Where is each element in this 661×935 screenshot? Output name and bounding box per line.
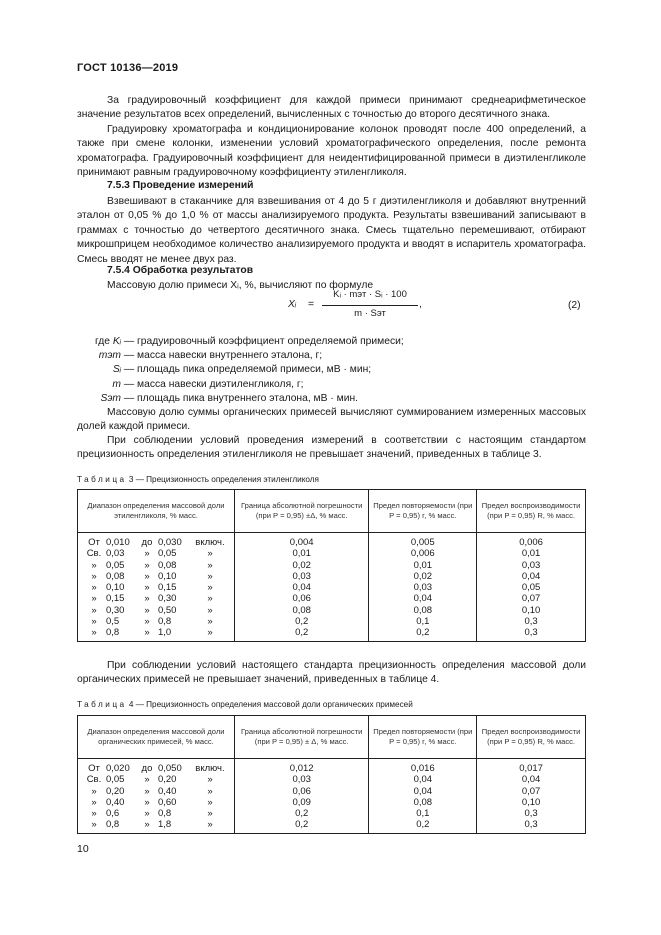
error-cell: 0,03 xyxy=(234,774,369,785)
section-title-7-5-4: 7.5.4 Обработка результатов xyxy=(107,265,254,276)
repeatability-cell: 0,2 xyxy=(369,627,477,641)
range-part-d: 0,60 xyxy=(157,796,177,808)
range-part-e: » xyxy=(207,548,213,560)
reproducibility-cell: 0,04 xyxy=(477,571,586,582)
table-3-header-reproducibility: Предел воспроизводимости (при P = 0,95) R, % масс. xyxy=(477,490,586,533)
definition-symbol: Sэт xyxy=(100,392,121,404)
table-row xyxy=(78,627,586,641)
repeatability-cell: 0,1 xyxy=(369,808,477,819)
definition-row xyxy=(77,392,404,406)
range-part-c: » xyxy=(144,796,150,808)
range-part-c: » xyxy=(144,627,150,639)
table-row xyxy=(78,548,586,559)
range-part-b: 0,05 xyxy=(105,774,125,786)
definition-row xyxy=(77,363,404,377)
error-cell: 0,06 xyxy=(234,786,369,797)
range-part-e: » xyxy=(207,808,213,820)
range-part-b: 0,010 xyxy=(105,537,130,548)
reproducibility-cell: 0,3 xyxy=(477,808,586,819)
repeatability-cell: 0,04 xyxy=(369,774,477,785)
definition-text: — масса навески диэтиленгликоля, г; xyxy=(121,378,304,390)
error-cell: 0,012 xyxy=(234,759,369,775)
range-part-d: 1,0 xyxy=(157,627,172,639)
range-part-d: 0,08 xyxy=(157,559,177,571)
reproducibility-cell: 0,07 xyxy=(477,786,586,797)
range-part-e: » xyxy=(207,819,213,831)
table-3-caption: Таблица 3 — Прецизионность определения этиленгликоля xyxy=(77,475,319,484)
table-row xyxy=(78,759,586,775)
range-cell xyxy=(78,548,235,559)
range-cell xyxy=(78,605,235,616)
error-cell: 0,004 xyxy=(234,533,369,549)
range-part-c: » xyxy=(144,570,150,582)
range-part-d: 0,30 xyxy=(157,593,177,605)
table-row xyxy=(78,560,586,571)
paragraph-measurement: Взвешивают в стаканчике для взвешивания от 4 до 5 г диэтиленгликоля и добавляют внутренний эталон от 0,05 % до 1,0 % от массы анализируемого продукта. Результаты взвешиваний записывают в граммах с точностью до четвертого десятичного знака. Смесь тщательно перемешивают, отбирают микрошприцем необходимое количество анализируемого продукта и вводят в испаритель хроматографа. Смесь вводят не менее двух раз. xyxy=(77,196,586,265)
table-3-header-error: Граница абсолютной погрешности (при P = 0,95) ±Δ, % масс. xyxy=(234,490,369,533)
table-row xyxy=(78,808,586,819)
table-row xyxy=(78,582,586,593)
range-part-b: 0,5 xyxy=(105,616,120,628)
range-cell xyxy=(78,533,235,549)
range-cell xyxy=(78,593,235,604)
repeatability-cell: 0,2 xyxy=(369,819,477,833)
error-cell: 0,02 xyxy=(234,560,369,571)
reproducibility-cell: 0,05 xyxy=(477,582,586,593)
reproducibility-cell: 0,017 xyxy=(477,759,586,775)
range-part-a: » xyxy=(91,819,97,831)
range-part-d: 1,8 xyxy=(157,819,172,831)
reproducibility-cell: 0,3 xyxy=(477,616,586,627)
range-part-a: » xyxy=(91,627,97,639)
error-cell: 0,03 xyxy=(234,571,369,582)
error-cell: 0,01 xyxy=(234,548,369,559)
range-cell xyxy=(78,616,235,627)
definition-text: — площадь пика внутреннего эталона, мВ · мин. xyxy=(121,392,359,404)
table-3 xyxy=(77,489,586,642)
range-part-b: 0,8 xyxy=(105,627,120,639)
repeatability-cell: 0,08 xyxy=(369,605,477,616)
formula-numerator: Kᵢ · mэт · Sᵢ · 100 xyxy=(333,289,407,300)
repeatability-cell: 0,04 xyxy=(369,593,477,604)
range-part-c: » xyxy=(144,559,150,571)
error-cell: 0,2 xyxy=(234,819,369,833)
range-cell xyxy=(78,560,235,571)
reproducibility-cell: 0,03 xyxy=(477,560,586,571)
range-part-c: » xyxy=(144,582,150,594)
reproducibility-cell: 0,006 xyxy=(477,533,586,549)
reproducibility-cell: 0,07 xyxy=(477,593,586,604)
table-row xyxy=(78,819,586,833)
range-cell xyxy=(78,627,235,641)
equation-number: (2) xyxy=(568,300,581,311)
range-part-e: » xyxy=(207,559,213,571)
error-cell: 0,2 xyxy=(234,616,369,627)
range-part-a: От xyxy=(88,763,100,774)
range-part-b: 0,020 xyxy=(105,763,130,774)
repeatability-cell: 0,016 xyxy=(369,759,477,775)
range-part-b: 0,08 xyxy=(105,570,125,582)
range-part-e: включ. xyxy=(195,763,225,774)
table-4-header-reproducibility: Предел воспроизводимости (при P = 0,95) R, % масс. xyxy=(477,716,586,759)
formula-comma: , xyxy=(419,299,422,310)
table-row xyxy=(78,571,586,582)
table-4-header-repeatability: Предел повторяемости (при P = 0,95) r, % масс. xyxy=(369,716,477,759)
repeatability-cell: 0,08 xyxy=(369,797,477,808)
formula-2 xyxy=(288,289,438,323)
range-part-a: » xyxy=(91,570,97,582)
table-row xyxy=(78,797,586,808)
repeatability-cell: 0,03 xyxy=(369,582,477,593)
range-part-c: до xyxy=(141,763,153,774)
repeatability-cell: 0,005 xyxy=(369,533,477,549)
range-part-b: 0,40 xyxy=(105,796,125,808)
formula-denominator: m · Sэт xyxy=(354,308,386,319)
range-part-a: » xyxy=(91,785,97,797)
range-part-c: » xyxy=(144,785,150,797)
paragraph-precision-organic: При соблюдении условий настоящего стандарта прецизионность определения массовой доли органических примесей не превышает значений, приведенных в таблице 4. xyxy=(77,660,586,686)
range-cell xyxy=(78,797,235,808)
table-row xyxy=(78,593,586,604)
definition-row xyxy=(77,378,404,392)
repeatability-cell: 0,006 xyxy=(369,548,477,559)
range-part-b: 0,05 xyxy=(105,559,125,571)
definition-text: — площадь пика определяемой примеси, мВ · мин; xyxy=(121,364,372,376)
error-cell: 0,08 xyxy=(234,605,369,616)
range-part-a: » xyxy=(91,796,97,808)
table-3-header-repeatability: Предел повторяемости (при P = 0,95) r, % масс. xyxy=(369,490,477,533)
range-cell xyxy=(78,786,235,797)
repeatability-cell: 0,02 xyxy=(369,571,477,582)
formula-lhs: Xᵢ xyxy=(288,299,297,310)
range-part-b: 0,6 xyxy=(105,808,120,820)
reproducibility-cell: 0,10 xyxy=(477,605,586,616)
range-part-d: 0,8 xyxy=(157,808,172,820)
table-row xyxy=(78,616,586,627)
paragraph-precision-ethylene-glycol: При соблюдении условий проведения измерений в соответствии с настоящим стандартом прецизионность определения этиленгликоля не превышает значений, приведенных в таблице 3. xyxy=(77,435,586,461)
definitions-list xyxy=(77,335,404,406)
range-part-a: Св. xyxy=(86,548,102,560)
paragraph-calibration-average: За градуировочный коэффициент для каждой примеси принимают среднеарифметическое значение результатов всех определений, вычисленных с точностью до второго десятичного знака. xyxy=(77,95,586,121)
range-cell xyxy=(78,774,235,785)
range-part-c: » xyxy=(144,616,150,628)
range-part-e: » xyxy=(207,582,213,594)
range-part-d: 0,15 xyxy=(157,582,177,594)
fraction-bar xyxy=(322,305,418,306)
range-part-a: От xyxy=(88,537,100,548)
definition-symbol: mэт xyxy=(98,350,121,362)
error-cell: 0,09 xyxy=(234,797,369,808)
range-part-e: включ. xyxy=(195,537,225,548)
section-title-7-5-3: 7.5.3 Проведение измерений xyxy=(107,180,254,191)
table-row xyxy=(78,786,586,797)
range-part-c: » xyxy=(144,819,150,831)
range-part-d: 0,05 xyxy=(157,548,177,560)
range-part-b: 0,15 xyxy=(105,593,125,605)
reproducibility-cell: 0,04 xyxy=(477,774,586,785)
range-cell xyxy=(78,808,235,819)
document-header: ГОСТ 10136—2019 xyxy=(77,62,179,74)
repeatability-cell: 0,1 xyxy=(369,616,477,627)
reproducibility-cell: 0,3 xyxy=(477,627,586,641)
paragraph-calibration-procedure: Градуировку хроматографа и кондиционирование колонок проводят после 400 определений, а также при смене колонки, изменении условий хроматографического определения, после ремонта хроматографа. Градуировочный коэффициент для неидентифицированной примеси в диэтиленгликоле принимают равным градуировочному коэффициенту этиленгликоля. xyxy=(77,124,586,179)
range-part-a: » xyxy=(91,582,97,594)
paragraph-formula-intro: Массовую долю примеси Xᵢ, %, вычисляют по формуле xyxy=(107,280,374,291)
reproducibility-cell: 0,10 xyxy=(477,797,586,808)
repeatability-cell: 0,04 xyxy=(369,786,477,797)
range-cell xyxy=(78,571,235,582)
range-part-e: » xyxy=(207,785,213,797)
error-cell: 0,2 xyxy=(234,808,369,819)
table-row xyxy=(78,774,586,785)
table-3-header-range: Диапазон определения массовой доли этиленгликоля, % масс. xyxy=(78,490,235,533)
range-part-c: » xyxy=(144,808,150,820)
table-4-header-range: Диапазон определения массовой доли органических примесей, % масс. xyxy=(78,716,235,759)
range-part-d: 0,40 xyxy=(157,785,177,797)
definition-row xyxy=(77,349,404,363)
range-part-b: 0,20 xyxy=(105,785,125,797)
range-part-a: » xyxy=(91,559,97,571)
range-part-e: » xyxy=(207,796,213,808)
definition-symbol: m xyxy=(112,378,121,390)
range-part-e: » xyxy=(207,604,213,616)
reproducibility-cell: 0,3 xyxy=(477,819,586,833)
range-part-a: Св. xyxy=(86,774,102,786)
table-row xyxy=(78,533,586,549)
range-part-d: 0,050 xyxy=(157,763,182,774)
error-cell: 0,04 xyxy=(234,582,369,593)
definition-text: — градуировочный коэффициент определяемой примеси; xyxy=(121,336,404,347)
repeatability-cell: 0,01 xyxy=(369,560,477,571)
range-part-c: » xyxy=(144,604,150,616)
range-part-c: » xyxy=(144,548,150,560)
error-cell: 0,2 xyxy=(234,627,369,641)
reproducibility-cell: 0,01 xyxy=(477,548,586,559)
range-part-d: 0,50 xyxy=(157,604,177,616)
range-cell xyxy=(78,582,235,593)
range-cell xyxy=(78,819,235,833)
table-row xyxy=(78,605,586,616)
range-part-d: 0,20 xyxy=(157,774,177,786)
range-part-e: » xyxy=(207,616,213,628)
page-number: 10 xyxy=(77,843,89,855)
definition-row xyxy=(77,335,404,349)
range-part-d: 0,8 xyxy=(157,616,172,628)
range-part-a: » xyxy=(91,604,97,616)
range-part-b: 0,10 xyxy=(105,582,125,594)
range-part-b: 0,8 xyxy=(105,819,120,831)
range-part-e: » xyxy=(207,593,213,605)
range-part-b: 0,03 xyxy=(105,548,125,560)
paragraph-sum-impurities: Массовую долю суммы органических примесей вычисляют суммированием измеренных массовых долей каждой примеси. xyxy=(77,407,586,433)
range-part-e: » xyxy=(207,570,213,582)
table-4 xyxy=(77,715,586,834)
formula-equals: = xyxy=(308,299,315,310)
range-part-c: до xyxy=(141,537,153,548)
range-part-c: » xyxy=(144,593,150,605)
range-cell xyxy=(78,759,235,775)
error-cell: 0,06 xyxy=(234,593,369,604)
table-4-header-error: Граница абсолютной погрешности (при P = 0,95) ± Δ, % масс. xyxy=(234,716,369,759)
range-part-c: » xyxy=(144,774,150,786)
range-part-a: » xyxy=(91,616,97,628)
definition-symbol: где Kᵢ xyxy=(94,336,121,347)
range-part-a: » xyxy=(91,593,97,605)
definition-text: — масса навески внутреннего эталона, г; xyxy=(121,350,323,362)
range-part-d: 0,10 xyxy=(157,570,177,582)
definition-symbol: Sᵢ xyxy=(112,364,121,376)
range-part-a: » xyxy=(91,808,97,820)
range-part-b: 0,30 xyxy=(105,604,125,616)
table-4-caption: Таблица 4 — Прецизионность определения массовой доли органических примесей xyxy=(77,700,413,709)
range-part-d: 0,030 xyxy=(157,537,182,548)
range-part-e: » xyxy=(207,774,213,786)
range-part-e: » xyxy=(207,627,213,639)
